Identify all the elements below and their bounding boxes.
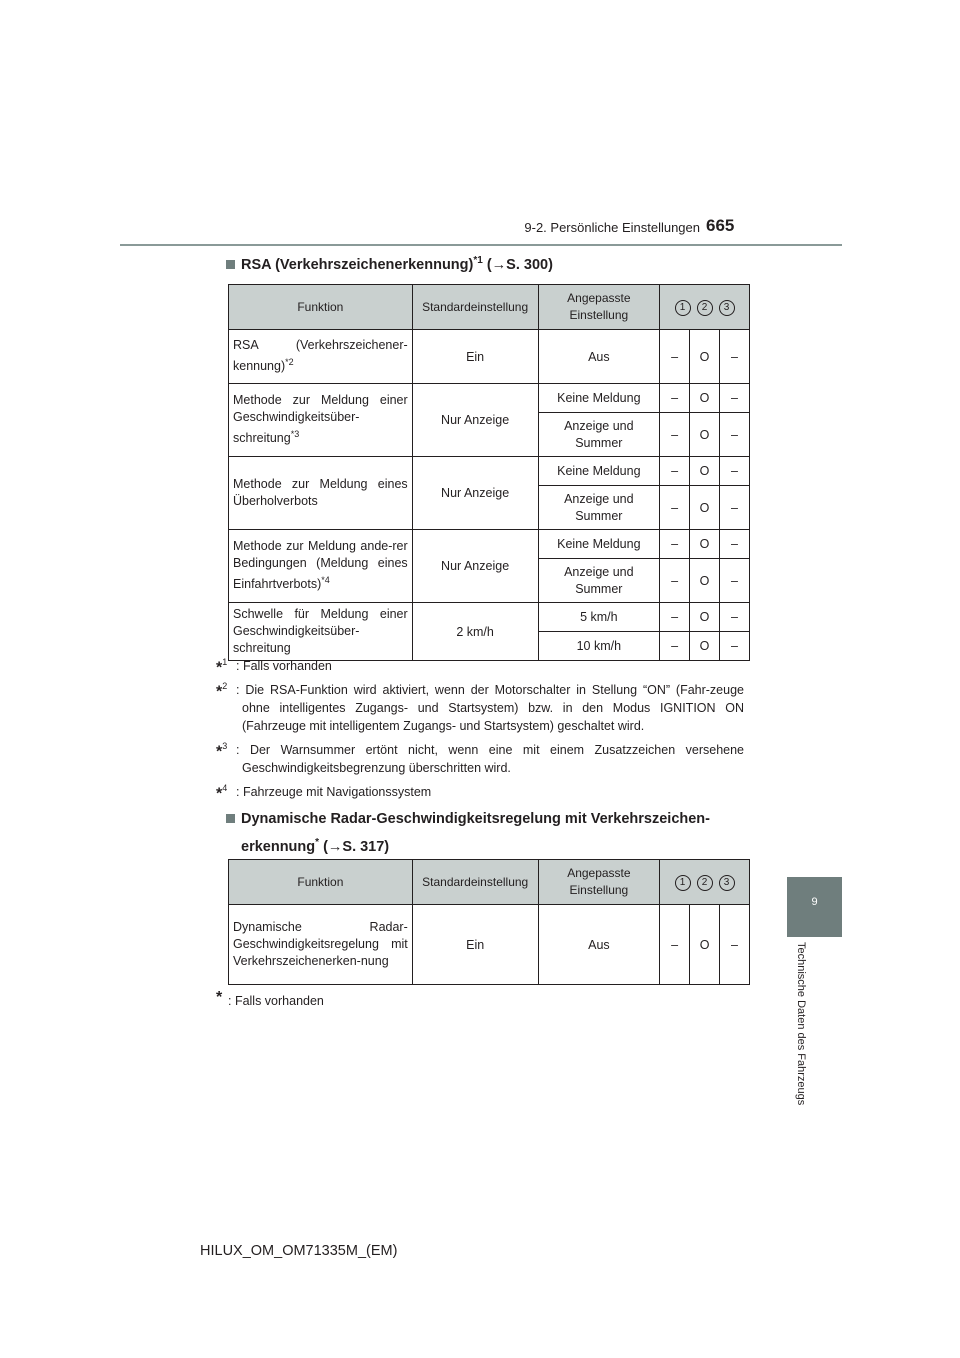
- setting-cell: Keine Meldung: [538, 384, 660, 413]
- section-heading-radar: [226, 808, 746, 859]
- default-cell: Ein: [412, 905, 538, 985]
- setting-cell: Anzeige und Summer: [538, 559, 660, 603]
- method-3-icon: 3: [719, 875, 735, 891]
- column-header-default: Standardeinstellung: [412, 285, 538, 330]
- page-reference: (→S. 317): [323, 838, 390, 855]
- method-2-cell: O: [690, 905, 720, 985]
- table-header-row: [229, 285, 750, 330]
- footnote-mark: *1: [473, 255, 483, 266]
- setting-cell: Anzeige und Summer: [538, 413, 660, 457]
- setting-cell: Aus: [538, 330, 660, 384]
- page-reference: (→S. 300): [486, 256, 553, 273]
- method-3-cell: –: [720, 457, 750, 486]
- method-3-cell: –: [720, 530, 750, 559]
- setting-cell: Anzeige und Summer: [538, 486, 660, 530]
- method-2-cell: O: [690, 457, 720, 486]
- method-2-cell: O: [690, 559, 720, 603]
- method-1-cell: –: [660, 905, 690, 985]
- method-1-cell: –: [660, 384, 690, 413]
- footnote-3: *$^3$ : Der Warnsummer ertönt nicht, wenn eine mit einem Zusatzzeichen versehene Geschwindigkeitsbegrenzung überschritten wird.: [216, 741, 744, 775]
- method-3-cell: –: [720, 486, 750, 530]
- section-heading-rsa: [226, 255, 553, 273]
- footnote-1: *$^1$ : Falls vorhanden: [216, 657, 332, 677]
- method-2-cell: O: [690, 486, 720, 530]
- method-3-icon: 3: [719, 300, 735, 316]
- setting-cell: Keine Meldung: [538, 530, 660, 559]
- setting-cell: Keine Meldung: [538, 457, 660, 486]
- function-cell: Schwelle für Meldung einer Geschwindigkeitsüber-schreitung: [229, 603, 413, 661]
- method-1-cell: –: [660, 632, 690, 661]
- method-1-cell: –: [660, 559, 690, 603]
- method-2-icon: 2: [697, 875, 713, 891]
- section-title-line1: Dynamische Radar-Geschwindigkeitsregelung mit Verkehrszeichen-: [241, 811, 710, 827]
- method-1-cell: –: [660, 413, 690, 457]
- method-3-cell: –: [720, 330, 750, 384]
- method-1-cell: –: [660, 330, 690, 384]
- column-header-function: Funktion: [229, 285, 413, 330]
- method-2-cell: O: [690, 632, 720, 661]
- table-header-row: [229, 860, 750, 905]
- rsa-settings-table: [228, 284, 750, 661]
- method-3-cell: –: [720, 632, 750, 661]
- default-cell: Nur Anzeige: [412, 530, 538, 603]
- header-rule: [120, 244, 842, 246]
- section-header: 9-2. Persönliche Einstellungen: [524, 220, 700, 235]
- table-row: [229, 384, 750, 413]
- chapter-number: 9: [811, 896, 818, 908]
- method-3-cell: –: [720, 905, 750, 985]
- method-2-cell: O: [690, 530, 720, 559]
- default-cell: Nur Anzeige: [412, 457, 538, 530]
- column-header-methods: [660, 860, 750, 905]
- section-title: RSA (Verkehrszeichenerkennung): [241, 256, 474, 273]
- method-3-cell: –: [720, 413, 750, 457]
- page-number: 665: [706, 216, 735, 235]
- footnote-radar: * : Falls vorhanden: [216, 989, 324, 1008]
- setting-cell: 10 km/h: [538, 632, 660, 661]
- bullet-square-icon: [226, 260, 235, 269]
- method-2-cell: O: [690, 413, 720, 457]
- method-1-icon: 1: [675, 875, 691, 891]
- method-2-cell: O: [690, 603, 720, 632]
- method-3-cell: –: [720, 384, 750, 413]
- method-1-cell: –: [660, 530, 690, 559]
- table-row: [229, 905, 750, 985]
- column-header-function: Funktion: [229, 860, 413, 905]
- method-2-icon: 2: [697, 300, 713, 316]
- function-cell: Methode zur Meldung ande-rer Bedingungen (Meldung eines Einfahrtverbots)$^{*4}$: [229, 530, 413, 603]
- default-cell: 2 km/h: [412, 603, 538, 661]
- method-3-cell: –: [720, 603, 750, 632]
- default-cell: Ein: [412, 330, 538, 384]
- table-row: [229, 330, 750, 384]
- method-3-cell: –: [720, 559, 750, 603]
- method-1-icon: 1: [675, 300, 691, 316]
- table-row: [229, 530, 750, 559]
- column-header-custom: Angepasste Einstellung: [538, 860, 660, 905]
- column-header-default: Standardeinstellung: [412, 860, 538, 905]
- document-code: HILUX_OM_OM71335M_(EM): [200, 1243, 398, 1259]
- column-header-custom: Angepasste Einstellung: [538, 285, 660, 330]
- function-cell: Methode zur Meldung einer Geschwindigkeitsüber-schreitung$^{*3}$: [229, 384, 413, 457]
- method-2-cell: O: [690, 384, 720, 413]
- function-cell: RSA (Verkehrszeichener-kennung)$^{*2}$: [229, 330, 413, 384]
- setting-cell: Aus: [538, 905, 660, 985]
- footnote-4: *$^4$ : Fahrzeuge mit Navigationssystem: [216, 783, 432, 803]
- function-cell: Dynamische Radar-Geschwindigkeitsregelung mit Verkehrszeichenerken-nung: [229, 905, 413, 985]
- section-title-line2: erkennung: [241, 838, 316, 855]
- bullet-square-icon: [226, 814, 235, 823]
- method-1-cell: –: [660, 457, 690, 486]
- method-1-cell: –: [660, 603, 690, 632]
- method-1-cell: –: [660, 486, 690, 530]
- column-header-methods: [660, 285, 750, 330]
- table-row: [229, 603, 750, 632]
- footnote-2: *$^2$ : Die RSA-Funktion wird aktiviert, wenn der Motorschalter in Stellung “ON” (Fahr-zeuge ohne intelligentes Zugangs- und Startsystem) bzw. in den Modus IGNITION ON (Fahrzeuge mit intelligentem Zugangs- und Startsystem) geschaltet wird.: [216, 681, 744, 733]
- radar-settings-table: [228, 859, 750, 985]
- function-cell: Methode zur Meldung eines Überholverbots: [229, 457, 413, 530]
- footnote-mark: *: [315, 837, 320, 848]
- table-row: [229, 457, 750, 486]
- method-2-cell: O: [690, 330, 720, 384]
- setting-cell: 5 km/h: [538, 603, 660, 632]
- chapter-title: Technische Daten des Fahrzeugs: [795, 942, 807, 1106]
- default-cell: Nur Anzeige: [412, 384, 538, 457]
